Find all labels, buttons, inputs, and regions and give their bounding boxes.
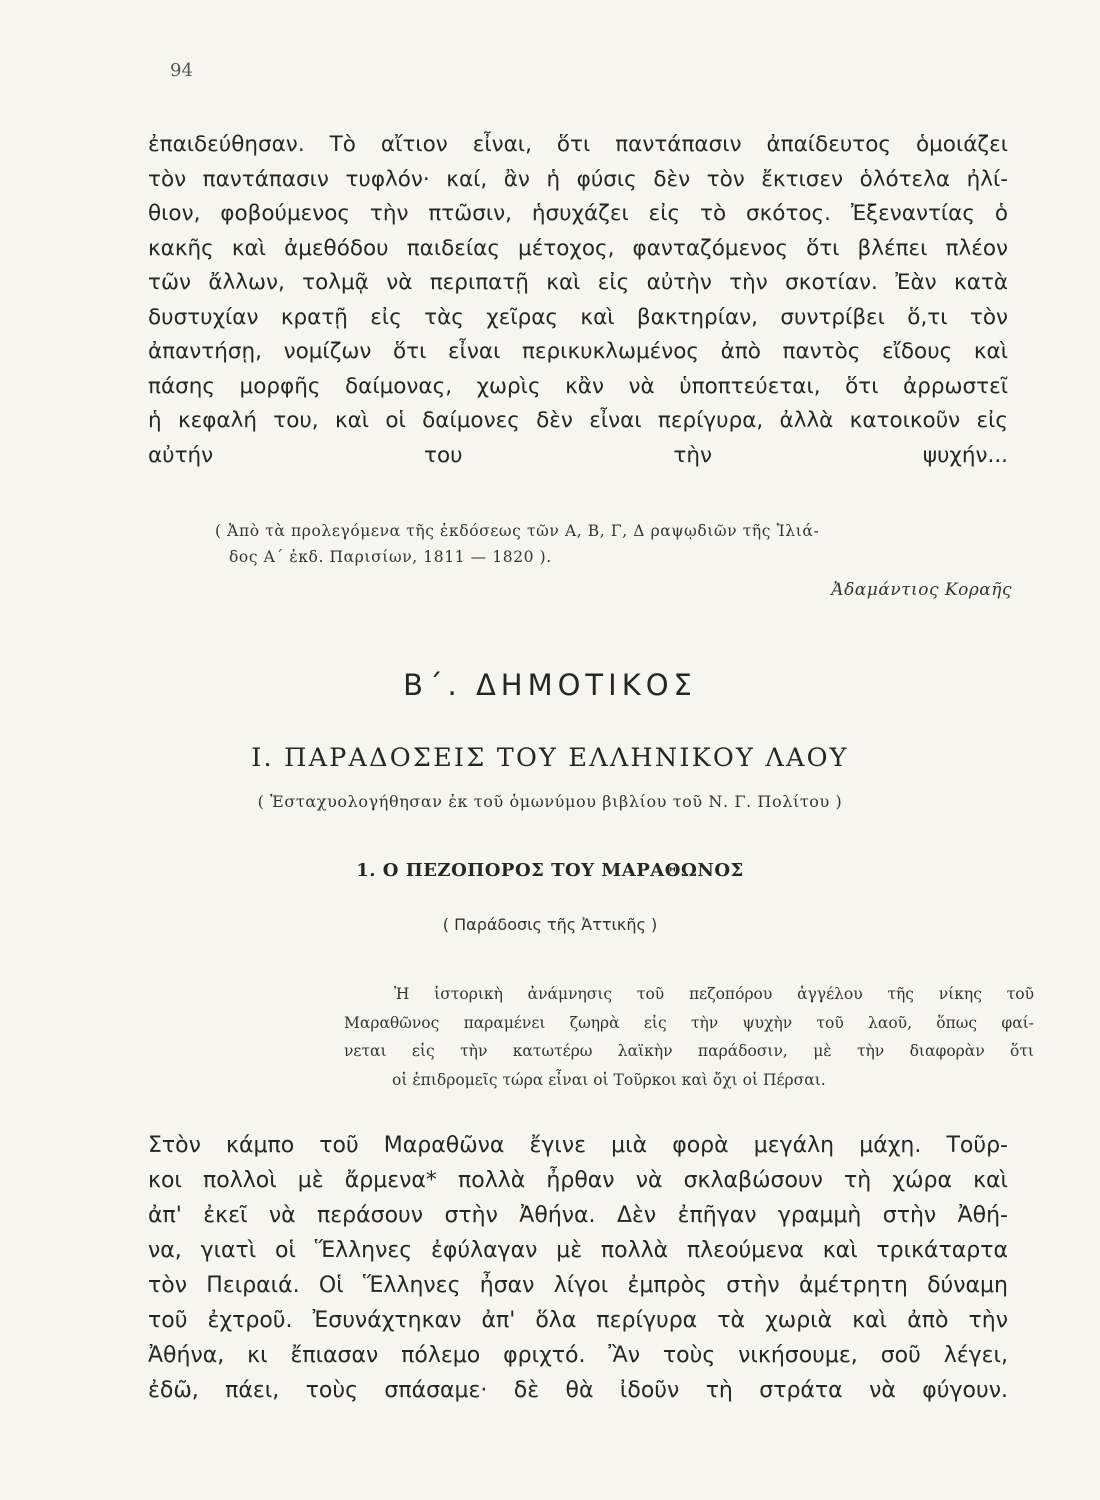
intro-line: τῶν ἄλλων, τολμᾷ νὰ περιπατῇ καὶ εἰς αὐτὴν τὴν σκοτίαν. Ἐὰν κατὰ [148, 270, 1008, 295]
story-line: κοι πολλοὶ μὲ ἄρμενα* πολλὰ ἦρθαν νὰ σκλαβώσουν τὴ χώρα καὶ [148, 1168, 1008, 1193]
intro-line: ἡ κεφαλή του, καὶ οἱ δαίμονες δὲν εἶναι περίγυρα, ἀλλὰ κατοικοῦν εἰς [148, 408, 1008, 433]
story-line: Στὸν κάμπο τοῦ Μαραθῶνα ἔγινε μιὰ φορὰ μεγάλη μάχη. Τοῦρ- [148, 1133, 1008, 1158]
intro-line: ἀπαντήσῃ, νομίζων ὅτι εἶναι περικυκλωμένος ἀπὸ παντὸς εἴδους καὶ [148, 339, 1008, 364]
story-paragraph [148, 1128, 1008, 1408]
story-line: Ἀθήνα, κι ἔπιασαν πόλεμο φριχτό. Ἂν τοὺς νικήσουμε, σοῦ λέγει, [148, 1343, 1008, 1368]
intro-line: θιον, φοβούμενος τὴν πτῶσιν, ἡσυχάζει εἰς τὸ σκότος. Ἐξεναντίας ὁ [148, 201, 1008, 226]
intro-line: τὸν παντάπασιν τυφλόν· καί, ἂν ἡ φύσις δὲν τὸν ἔκτισεν ὁλότελα ἠλί- [148, 166, 1008, 192]
story-line: τὸν Πειραιά. Οἱ Ἕλληνες ἦσαν λίγοι ἐμπρὸς στὴν ἀμέτρητη δύναμη [148, 1273, 1008, 1298]
intro-line: πάσης μορφῆς δαίμονας, χωρὶς κἂν νὰ ὑποπτεύεται, ὅτι ἀρρωστεῖ [148, 373, 1008, 399]
story-origin: ( Παράδοσις τῆς Ἀττικῆς ) [442, 915, 658, 934]
intro-line: αὐτήν του τὴν ψυχήν... [148, 442, 1008, 468]
citation-line: ( Ἀπὸ τὰ προλεγόμενα τῆς ἐκδόσεως τῶν Α, Β, Γ, Δ ραψῳδιῶν τῆς Ἰλιά- [215, 522, 820, 540]
note-line: Ἡ ἱστορικὴ ἀνάμνησις τοῦ πεζοπόρου ἀγγέλου τῆς νίκης τοῦ [394, 985, 1034, 1003]
note-line: οἱ ἐπιδρομεῖς τώρα εἶναι οἱ Τοῦρκοι καὶ ὄχι οἱ Πέρσαι. [392, 1070, 826, 1089]
author-signature: Ἀδαμάντιος Κοραῆς [831, 580, 1012, 600]
part-title: Ι. ΠΑΡΑΔΟΣΕΙΣ ΤΟΥ ΕΛΛΗΝΙΚΟΥ ΛΑΟΥ [251, 743, 849, 773]
section-title: Β΄. ΔΗΜΟΤΙΚΟΣ [403, 668, 697, 702]
story-line: να, γιατὶ οἱ Ἕλληνες ἐφύλαγαν μὲ πολλὰ πλεούμενα καὶ τρικάταρτα [148, 1238, 1008, 1263]
intro-paragraph [148, 128, 1008, 473]
intro-lines [148, 128, 1008, 473]
part-source: ( Ἐσταχυολογήθησαν ἐκ τοῦ ὁμωνύμου βιβλίου τοῦ Ν. Γ. Πολίτου ) [257, 792, 843, 811]
intro-line: κακῆς καὶ ἀμεθόδου παιδείας μέτοχος, φανταζόμενος ὅτι βλέπει πλέον [148, 235, 1008, 261]
editor-note [344, 980, 1034, 1094]
intro-line: δυστυχίαν κρατῇ εἰς τὰς χεῖρας καὶ βακτηρίαν, συντρίβει ὅ,τι τὸν [148, 304, 1008, 330]
page-number: 94 [170, 60, 193, 81]
citation-line: δος Α΄ ἐκδ. Παρισίων, 1811 — 1820 ). [229, 548, 552, 566]
citation [215, 518, 1010, 570]
story-title: 1. Ο ΠΕΖΟΠΟΡΟΣ ΤΟΥ ΜΑΡΑΘΩΝΟΣ [356, 860, 744, 881]
story-line: ἐδῶ, πάει, τοὺς σπάσαμε· δὲ θὰ ἰδοῦν τὴ στράτα νὰ φύγουν. [148, 1378, 1008, 1403]
note-line: Μαραθῶνος παραμένει ζωηρὰ εἰς τὴν ψυχὴν τοῦ λαοῦ, ὅπως φαί- [344, 1013, 1034, 1032]
story-line: τοῦ ἐχτροῦ. Ἐσυνάχτηκαν ἀπ' ὅλα περίγυρα τὰ χωριὰ καὶ ἀπὸ τὴν [148, 1308, 1008, 1333]
intro-line: ἐπαιδεύθησαν. Τὸ αἴτιον εἶναι, ὅτι παντάπασιν ἀπαίδευτος ὁμοιάζει [148, 132, 1008, 157]
note-line: νεται εἰς τὴν κατωτέρω λαϊκὴν παράδοσιν, μὲ τὴν διαφορὰν ὅτι [344, 1042, 1034, 1060]
story-line: ἀπ' ἐκεῖ νὰ περάσουν στὴν Ἀθήνα. Δὲν ἐπῆγαν γραμμὴ στὴν Ἀθή- [148, 1203, 1008, 1228]
